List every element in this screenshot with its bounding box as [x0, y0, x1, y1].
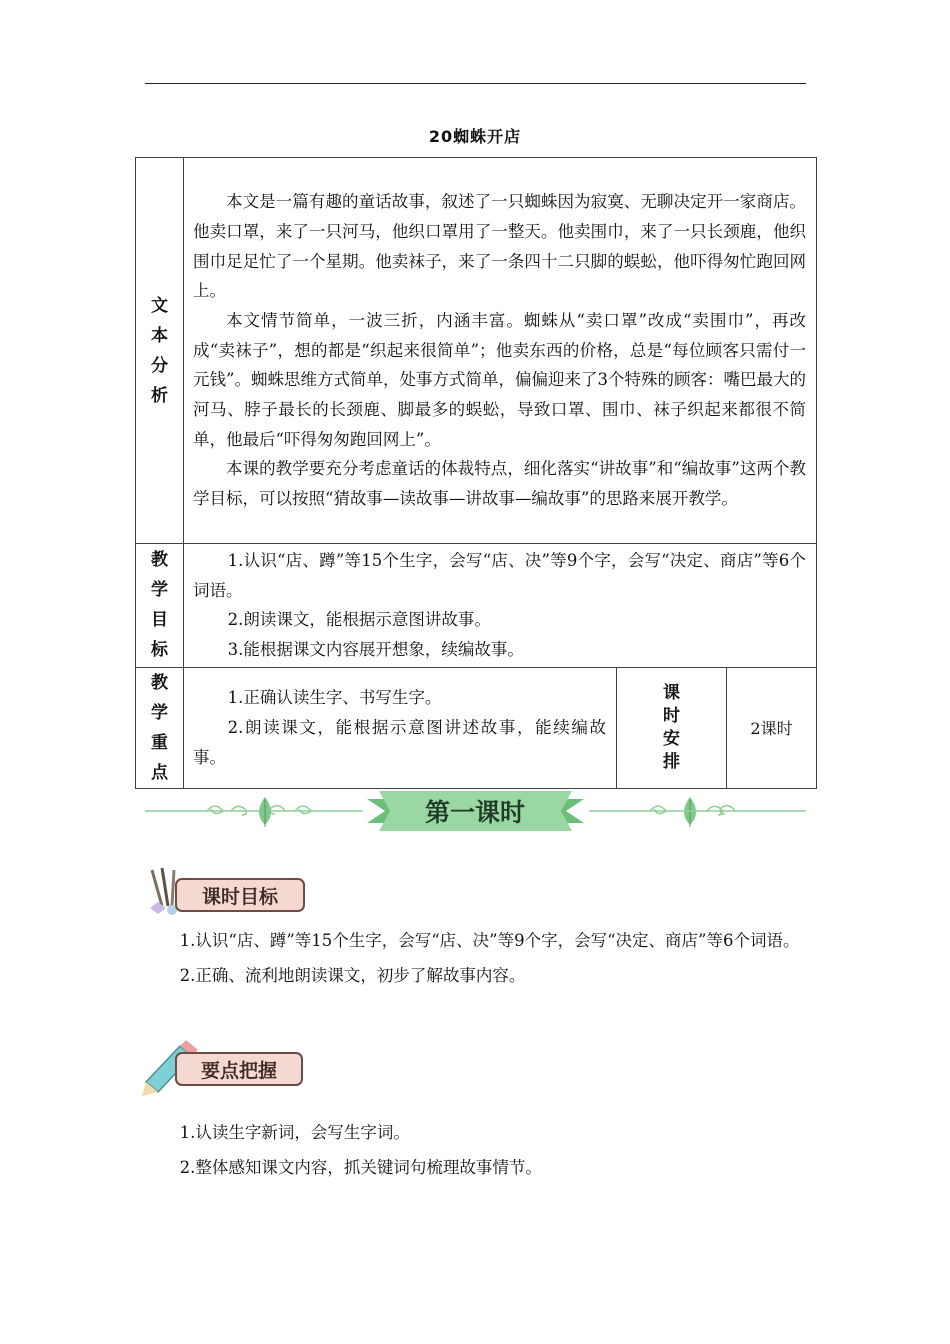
keypoint-item: 2.朗读课文，能根据示意图讲述故事，能续编故事。 [193, 717, 606, 767]
keypoints-text [184, 667, 617, 788]
document-title: 20蜘蛛开店 [428, 127, 522, 146]
lesson-goals-list [145, 923, 807, 993]
goals-row [136, 544, 817, 668]
analysis-paragraph: 本文情节简单，一波三折，内涵丰富。蜘蛛从“卖口罩”改成“卖围巾”，再改成“卖袜子”，想的都是“织起来很简单”；他卖东西的价格，总是“每位顾客只需付一元钱”。蜘蛛思维方式简单，处事方式简单，偏偏迎来了3个特殊的顾客：嘴巴最大的河马、脖子最长的长颈鹿、脚最多的蜈蚣，导致口罩、围巾、袜子织起来都很不简单，他最后“吓得匆匆跑回网上”。 [193, 310, 807, 449]
key-point-item: 2.整体感知课文内容，抓关键词句梳理故事情节。 [179, 1158, 542, 1177]
key-point-item: 1.认读生字新词，会写生字词。 [179, 1123, 410, 1142]
schedule-label-char: 时 [663, 705, 680, 726]
lesson-plan-table [135, 157, 817, 789]
goals-text [184, 544, 817, 668]
analysis-label-char: 分 [151, 355, 168, 376]
goals-label [136, 544, 184, 668]
right-leaf-icon [684, 797, 696, 827]
lesson-goal-item: 1.认识“店、蹲”等15个生字，会写“店、决”等9个字，会写“决定、商店”等6个词语。 [179, 931, 800, 950]
keypoints-row [136, 667, 817, 788]
schedule-label-char: 排 [663, 751, 680, 772]
analysis-label-char: 析 [151, 385, 168, 406]
analysis-label-char: 本 [151, 325, 168, 346]
left-vine-ornament [145, 806, 363, 815]
banner-title: 第一课时 [424, 798, 526, 827]
analysis-paragraph: 本文是一篇有趣的童话故事，叙述了一只蜘蛛因为寂寞、无聊决定开一家商店。他卖口罩，来了一只河马，他织口罩用了一整天。他卖围巾，来了一只长颈鹿，他织围巾足足忙了一个星期。他卖袜子，来了一条四十二只脚的蜈蚣，他吓得匆忙跑回网上。 [193, 192, 807, 301]
goals-label-char: 教 [151, 550, 168, 571]
left-leaf-icon [259, 797, 271, 827]
keypoints-label [136, 667, 184, 788]
goals-label-char: 标 [151, 640, 168, 661]
lesson-goals-title: 课时目标 [201, 886, 279, 908]
keypoints-label-char: 学 [151, 702, 168, 723]
goal-item: 2.朗读课文，能根据示意图讲故事。 [227, 610, 491, 630]
lesson-banner [145, 787, 806, 835]
key-points-title: 要点把握 [200, 1060, 278, 1082]
lesson-goals-heading [140, 866, 320, 926]
schedule-value: 2课时 [727, 667, 817, 788]
analysis-label [136, 158, 184, 544]
analysis-paragraph: 本课的教学要充分考虑童话的体裁特点，细化落实“讲故事”和“编故事”这两个教学目标，可以按照“猜故事—读故事—讲故事—编故事”的思路来展开教学。 [193, 459, 807, 509]
keypoints-label-char: 点 [151, 762, 168, 783]
goals-label-char: 目 [151, 610, 168, 631]
schedule-label-char: 课 [663, 682, 680, 703]
right-vine-ornament [589, 806, 806, 815]
analysis-row [136, 158, 817, 544]
keypoints-label-char: 教 [151, 672, 168, 693]
key-points-list [145, 1115, 807, 1185]
lesson-goal-item: 2.正确、流利地朗读课文，初步了解故事内容。 [179, 966, 526, 985]
schedule-label [617, 667, 727, 788]
analysis-text [184, 158, 817, 544]
goal-item: 1.认识“店、蹲”等15个生字，会写“店、决”等9个字，会写“决定、商店”等6个词语。 [193, 551, 807, 600]
header-rule [145, 83, 806, 84]
schedule-label-char: 安 [663, 728, 680, 749]
keypoints-label-char: 重 [151, 732, 168, 753]
goal-item: 3.能根据课文内容展开想象，续编故事。 [227, 640, 524, 660]
brushes-icon [150, 868, 177, 915]
keypoint-item: 1.正确认读生字、书写生字。 [227, 688, 442, 708]
key-points-heading [140, 1038, 320, 1098]
goals-label-char: 学 [151, 580, 168, 601]
analysis-label-char: 文 [151, 295, 168, 316]
